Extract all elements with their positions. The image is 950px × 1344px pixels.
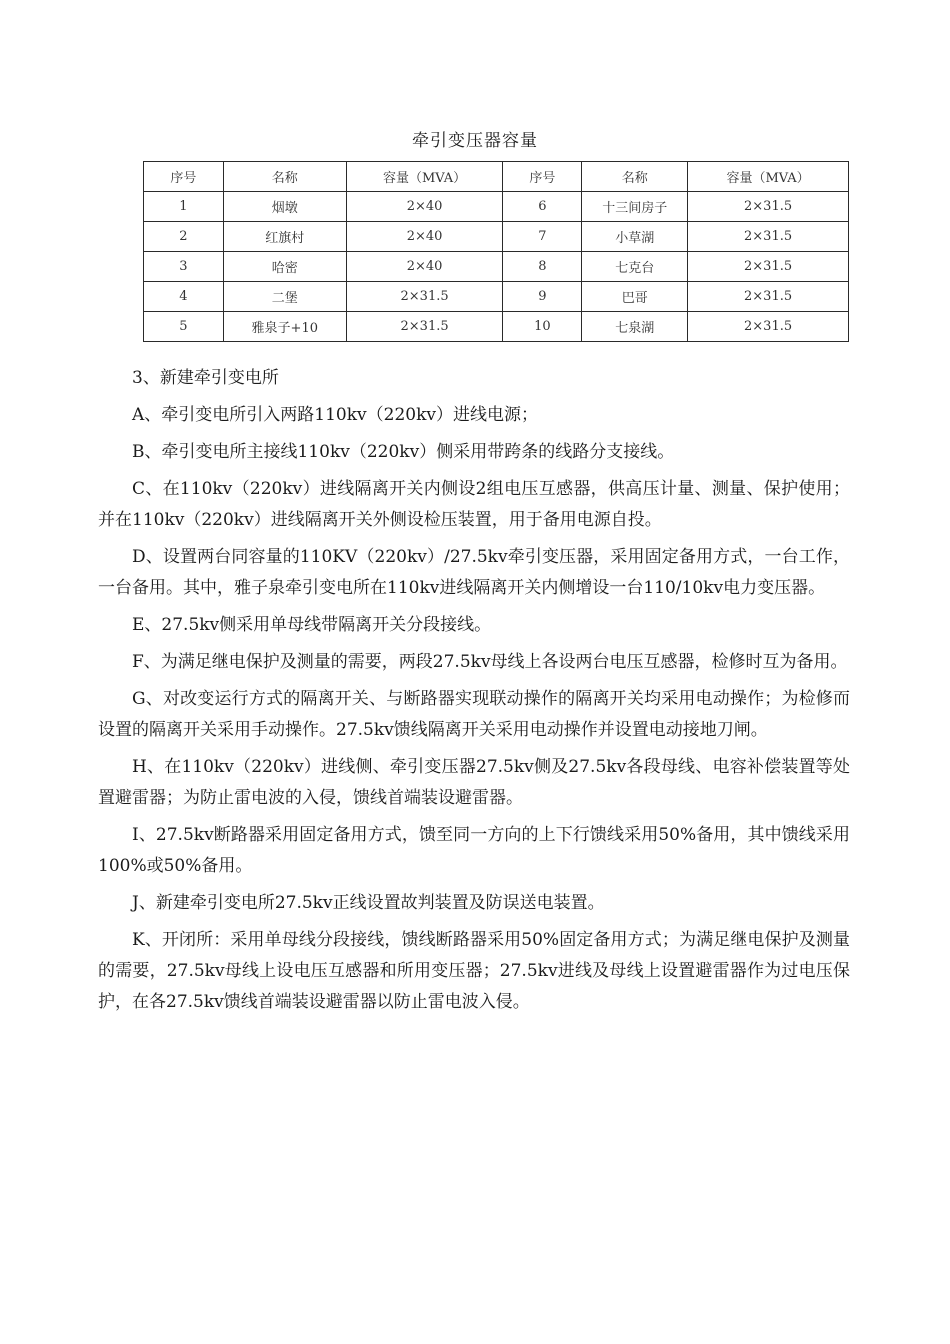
paragraph-i: I、27.5kv断路器采用固定备用方式，馈至同一方向的上下行馈线采用50%备用，其中馈线采用100%或50%备用。 — [98, 825, 850, 876]
header-cell: 序号 — [144, 162, 224, 192]
table-cell: 3 — [144, 252, 224, 282]
table-row — [144, 222, 849, 252]
header-cell: 名称 — [223, 162, 346, 192]
table-cell: 2×31.5 — [346, 312, 503, 342]
document-body — [98, 363, 850, 1024]
table-row — [144, 312, 849, 342]
table-cell: 9 — [503, 282, 582, 312]
table-row — [144, 192, 849, 222]
table-cell: 6 — [503, 192, 582, 222]
paragraph-b: B、牵引变电所主接线110kv（220kv）侧采用带跨条的线路分支接线。 — [132, 442, 675, 462]
table-cell: 二堡 — [223, 282, 346, 312]
header-cell: 序号 — [503, 162, 582, 192]
capacity-table — [143, 161, 849, 342]
section-heading: 3、新建牵引变电所 — [132, 368, 279, 388]
table-cell: 10 — [503, 312, 582, 342]
table-title: 牵引变压器容量 — [412, 131, 538, 151]
header-cell: 容量（MVA） — [688, 162, 849, 192]
table-cell: 2×31.5 — [688, 192, 849, 222]
table-cell: 8 — [503, 252, 582, 282]
paragraph-d: D、设置两台同容量的110KV（220kv）/27.5kv牵引变压器，采用固定备用方式，一台工作，一台备用。其中，雅子泉牵引变电所在110kv进线隔离开关内侧增设一台110/10kv电力变压器。 — [98, 547, 850, 598]
table-cell: 2×40 — [346, 222, 503, 252]
header-cell: 容量（MVA） — [346, 162, 503, 192]
table-cell: 2×40 — [346, 192, 503, 222]
table-cell: 2×31.5 — [688, 312, 849, 342]
table-cell: 7 — [503, 222, 582, 252]
paragraph-k: K、开闭所：采用单母线分段接线，馈线断路器采用50%固定备用方式；为满足继电保护及测量的需要，27.5kv母线上设电压互感器和所用变压器；27.5kv进线及母线上设置避雷器作为过电压保护，在各27.5kv馈线首端装设避雷器以防止雷电波入侵。 — [98, 930, 850, 1012]
paragraph-f: F、为满足继电保护及测量的需要，两段27.5kv母线上各设两台电压互感器，检修时互为备用。 — [132, 652, 848, 672]
table-cell: 5 — [144, 312, 224, 342]
paragraph-j: J、新建牵引变电所27.5kv正线设置故判装置及防误送电装置。 — [132, 893, 605, 913]
paragraph-g: G、对改变运行方式的隔离开关、与断路器实现联动操作的隔离开关均采用电动操作；为检修而设置的隔离开关采用手动操作。27.5kv馈线隔离开关采用电动操作并设置电动接地刀闸。 — [98, 689, 850, 740]
table-cell: 雅泉子+10 — [223, 312, 346, 342]
table-cell: 2×31.5 — [688, 282, 849, 312]
header-cell: 名称 — [582, 162, 688, 192]
table-cell: 4 — [144, 282, 224, 312]
table-cell: 2×31.5 — [688, 222, 849, 252]
table-cell: 巴哥 — [582, 282, 688, 312]
table-cell: 七克台 — [582, 252, 688, 282]
paragraph-h: H、在110kv（220kv）进线侧、牵引变压器27.5kv侧及27.5kv各段母线、电容补偿装置等处置避雷器；为防止雷电波的入侵，馈线首端装设避雷器。 — [98, 757, 850, 808]
table-cell: 小草湖 — [582, 222, 688, 252]
table-cell: 哈密 — [223, 252, 346, 282]
table-cell: 2×31.5 — [688, 252, 849, 282]
table-row — [144, 282, 849, 312]
table-row — [144, 252, 849, 282]
table-cell: 2×31.5 — [346, 282, 503, 312]
paragraph-a: A、牵引变电所引入两路110kv（220kv）进线电源； — [132, 405, 538, 425]
table-cell: 烟墩 — [223, 192, 346, 222]
table-header-row — [144, 162, 849, 192]
table-cell: 十三间房子 — [582, 192, 688, 222]
table-cell: 2 — [144, 222, 224, 252]
paragraph-c: C、在110kv（220kv）进线隔离开关内侧设2组电压互感器，供高压计量、测量、保护使用；并在110kv（220kv）进线隔离开关外侧设检压装置，用于备用电源自投。 — [98, 479, 850, 530]
table-cell: 2×40 — [346, 252, 503, 282]
table-cell: 1 — [144, 192, 224, 222]
paragraph-e: E、27.5kv侧采用单母线带隔离开关分段接线。 — [132, 615, 492, 635]
table-cell: 七泉湖 — [582, 312, 688, 342]
table-cell: 红旗村 — [223, 222, 346, 252]
